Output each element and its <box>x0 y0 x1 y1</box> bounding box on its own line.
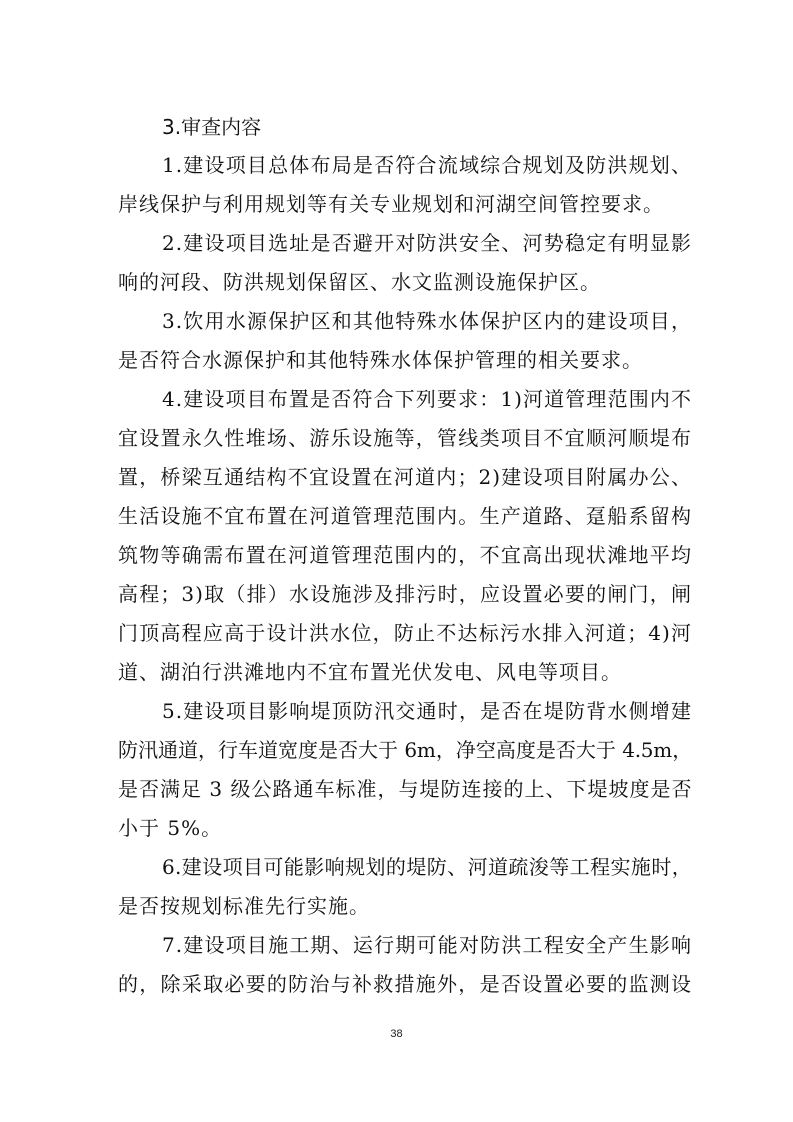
section-heading: 3.审查内容 <box>162 115 262 139</box>
paragraph-6 <box>118 848 692 926</box>
paragraph-line: 1.建设项目总体布局是否符合流域综合规划及防洪规划、 <box>162 153 692 177</box>
paragraph-3 <box>118 302 692 380</box>
paragraph-line: 道、湖泊行洪滩地内不宜布置光伏发电、风电等项目。 <box>118 660 622 684</box>
paragraph-line: 3.饮用水源保护区和其他特殊水体保护区内的建设项目， <box>162 309 692 333</box>
paragraph-line: 高程；3)取（排）水设施涉及排污时，应设置必要的闸门，闸 <box>118 582 692 606</box>
paragraph-line: 响的河段、防洪规划保留区、水文监测设施保护区。 <box>118 270 601 294</box>
paragraph-line: 小于 5%。 <box>118 816 223 840</box>
paragraph-line: 生活设施不宜布置在河道管理范围内。生产道路、趸船系留构 <box>118 504 692 528</box>
paragraph-line: 是否符合水源保护和其他特殊水体保护管理的相关要求。 <box>118 348 643 372</box>
page-number: 38 <box>390 1028 403 1040</box>
paragraph-line: 岸线保护与利用规划等有关专业规划和河湖空间管控要求。 <box>118 192 664 216</box>
paragraph-line: 置，桥梁互通结构不宜设置在河道内；2)建设项目附属办公、 <box>118 465 692 489</box>
paragraph-7 <box>118 926 692 1004</box>
paragraph-line: 4.建设项目布置是否符合下列要求：1)河道管理范围内不 <box>162 387 692 411</box>
paragraph-1 <box>118 146 692 224</box>
paragraph-5 <box>118 692 692 848</box>
paragraph-line: 的，除采取必要的防治与补救措施外，是否设置必要的监测设 <box>118 972 692 996</box>
paragraph-line: 7.建设项目施工期、运行期可能对防洪工程安全产生影响 <box>162 933 692 957</box>
paragraph-line: 6.建设项目可能影响规划的堤防、河道疏浚等工程实施时， <box>162 855 692 879</box>
paragraph-line: 2.建设项目选址是否避开对防洪安全、河势稳定有明显影 <box>162 231 692 255</box>
paragraph-4 <box>118 380 692 692</box>
paragraph-line: 防汛通道，行车道宽度是否大于 6m，净空高度是否大于 4.5m， <box>118 738 692 762</box>
paragraph-line: 筑物等确需布置在河道管理范围内的，不宜高出现状滩地平均 <box>118 543 692 567</box>
paragraph-line: 宜设置永久性堆场、游乐设施等，管线类项目不宜顺河顺堤布 <box>118 426 692 450</box>
paragraph-line: 是否满足 3 级公路通车标准，与堤防连接的上、下堤坡度是否 <box>118 777 693 801</box>
document-body <box>118 108 692 1004</box>
paragraph-line: 门顶高程应高于设计洪水位，防止不达标污水排入河道；4)河 <box>118 621 692 645</box>
paragraph-line: 是否按规划标准先行实施。 <box>118 894 370 918</box>
paragraph-line: 5.建设项目影响堤顶防汛交通时，是否在堤防背水侧增建 <box>162 699 692 723</box>
paragraph-2 <box>118 224 692 302</box>
